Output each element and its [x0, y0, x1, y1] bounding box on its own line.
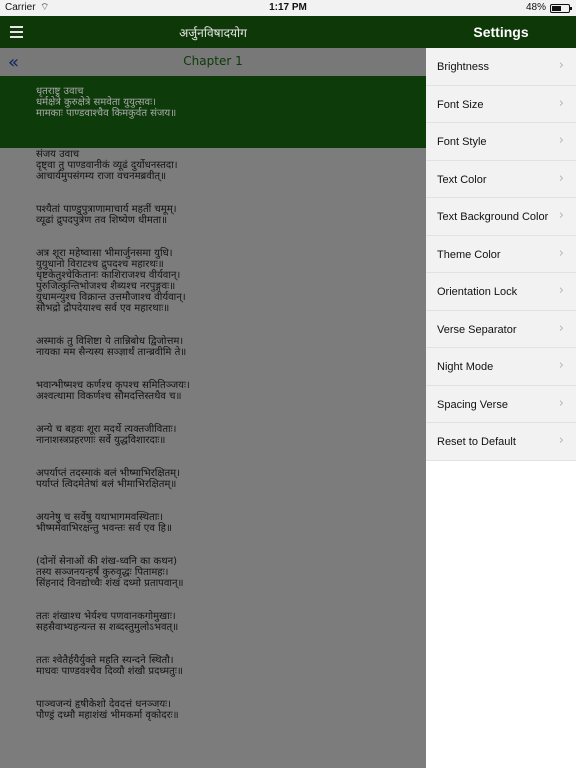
- verse-line: पाञ्चजन्यं हृषीकेशो देवदत्तं धनञ्जयः।: [36, 699, 171, 710]
- verse-block[interactable]: [36, 655, 416, 677]
- settings-item-font-style[interactable]: [426, 123, 576, 161]
- nav-bar: [0, 16, 426, 48]
- verse-block[interactable]: [36, 380, 416, 402]
- verse-line: धृष्टकेतुश्चेकितानः काशिराजश्च वीर्यवान्।: [36, 270, 181, 281]
- verse-block[interactable]: [36, 556, 416, 589]
- verse-block[interactable]: [36, 512, 416, 534]
- chapter-title: अर्जुनविषादयोग: [179, 26, 247, 40]
- settings-item-text-color[interactable]: [426, 161, 576, 199]
- verse-line: सहसैवाभ्यहन्यन्त स शब्दस्तुमुलोऽभवत्॥: [36, 622, 179, 633]
- status-bar: [0, 0, 576, 16]
- settings-item-font-size[interactable]: [426, 86, 576, 124]
- verse-line: भवान्भीष्मश्च कर्णश्च कृपश्च समितिञ्जयः।: [36, 380, 190, 391]
- verse-block[interactable]: [36, 424, 416, 446]
- settings-item-label: Brightness: [437, 61, 489, 73]
- verse-block[interactable]: [36, 468, 416, 490]
- verse-line: तस्य सञ्जनयन्हर्षं कुरुवृद्धः पितामहः।: [36, 567, 169, 578]
- verse-line: संजय उवाच: [36, 149, 80, 160]
- verse-block[interactable]: [36, 248, 416, 314]
- settings-item-label: Reset to Default: [437, 436, 516, 448]
- settings-item-brightness[interactable]: [426, 48, 576, 86]
- verse-line: अश्वत्थामा विकर्णश्च सौमदत्तिस्तथैव च॥: [36, 391, 182, 402]
- chevron-right-icon: ›: [558, 358, 564, 373]
- chapter-bar: [0, 48, 426, 76]
- verse-line: पर्याप्तं त्विदमेतेषां बलं भीमाभिरक्षितम्॥: [36, 479, 177, 490]
- verse-line: पौण्ड्रं दध्मौ महाशंखं भीमकर्मा वृकोदरः॥: [36, 710, 179, 721]
- carrier-label: Carrier: [5, 2, 36, 13]
- settings-item-night-mode[interactable]: [426, 348, 576, 386]
- verse-line: दृष्ट्वा तु पाण्डवानीकं व्यूढं दुर्योधनस्तदा।: [36, 160, 178, 171]
- settings-item-label: Font Size: [437, 98, 484, 111]
- verse-line: भीष्ममेवाभिरक्षन्तु भवन्तः सर्व एव हि॥: [36, 523, 172, 534]
- verse-line: धर्मक्षेत्रे कुरुक्षेत्रे समवेता युयुत्सवः।: [36, 97, 156, 108]
- chevron-right-icon: ›: [558, 58, 564, 73]
- chevron-right-icon: ›: [558, 245, 564, 261]
- chevron-right-icon: ›: [558, 170, 564, 186]
- verse-line: नानाशस्त्रप्रहरणाः सर्वे युद्धविशारदाः॥: [36, 435, 166, 446]
- battery-fill: [552, 6, 561, 11]
- chapter-label: Chapter 1: [183, 54, 243, 68]
- clock: 1:17 PM: [269, 2, 307, 13]
- verse-list: [36, 86, 416, 743]
- verse-line: पुरुजित्कुन्तिभोजश्च शैब्यश्च नरपुङ्गवः॥: [36, 281, 176, 292]
- chevron-right-icon: ›: [558, 208, 564, 223]
- verse-line: पश्यैतां पाण्डुपुत्राणामाचार्य महतीं चमूम्।: [36, 204, 177, 215]
- settings-item-label: Text Color: [437, 173, 487, 186]
- settings-item-label: Orientation Lock: [437, 286, 518, 298]
- settings-list: [426, 48, 576, 461]
- chevron-right-icon: ›: [558, 395, 564, 411]
- verse-line: व्यूढां द्रुपदपुत्रेण तव शिष्येण धीमता॥: [36, 215, 168, 226]
- verse-block[interactable]: [36, 204, 416, 226]
- verse-line: नायका मम सैन्यस्य सञ्ज्ञार्थं तान्ब्रवीमि ते॥: [36, 347, 187, 358]
- double-chevron-left-icon[interactable]: «: [8, 52, 20, 73]
- chevron-right-icon: ›: [558, 320, 564, 336]
- verse-line: मामकाः पाण्डवाश्चैव किमकुर्वत संजय॥: [36, 108, 177, 119]
- verse-line: सौभद्रो द्रौपदेयाश्च सर्व एव महारथाः॥: [36, 303, 170, 314]
- verse-line: ततः शंखाश्च भेर्यश्च पणवानकगोमुखाः।: [36, 611, 176, 622]
- verse-block[interactable]: [36, 86, 416, 119]
- chevron-right-icon: ›: [558, 433, 564, 448]
- chevron-right-icon: ›: [558, 133, 564, 148]
- verse-line: माधवः पाण्डवश्चैव दिव्यौ शंखौ प्रदध्मतुः॥: [36, 666, 183, 677]
- battery-percent: 48%: [525, 2, 546, 13]
- settings-title: Settings: [426, 16, 576, 48]
- verse-line: धृतराष्ट्र उवाच: [36, 86, 84, 97]
- settings-item-label: Verse Separator: [437, 323, 517, 336]
- settings-item-spacing-verse[interactable]: [426, 386, 576, 424]
- chevron-right-icon: ›: [558, 95, 564, 111]
- verse-line: (दोनों सेनाओं की शंख-ध्वनि का कथन): [36, 556, 178, 567]
- settings-item-orientation-lock[interactable]: [426, 273, 576, 311]
- settings-item-label: Night Mode: [437, 361, 494, 373]
- verse-line: ततः श्वेतैर्हयैर्युक्ते महति स्यन्दने स्थितौ।: [36, 655, 174, 666]
- settings-item-theme-color[interactable]: [426, 236, 576, 274]
- settings-item-label: Text Background Color: [437, 211, 549, 223]
- settings-item-label: Theme Color: [437, 248, 501, 261]
- verse-block[interactable]: [36, 336, 416, 358]
- battery-icon: [550, 4, 570, 13]
- verse-line: अत्र शूरा महेष्वासा भीमार्जुनसमा युधि।: [36, 248, 173, 259]
- chevron-right-icon: ›: [558, 283, 564, 298]
- verse-block[interactable]: [36, 699, 416, 721]
- verse-line: युधामन्युश्च विक्रान्त उत्तमौजाश्च वीर्यवान्।: [36, 292, 186, 303]
- verse-line: अन्ये च बहवः शूरा मदर्थे त्यक्तजीविताः।: [36, 424, 177, 435]
- verse-block[interactable]: [36, 149, 416, 182]
- settings-item-reset-to-default[interactable]: [426, 423, 576, 461]
- settings-item-verse-separator[interactable]: [426, 311, 576, 349]
- verse-line: अस्माकं तु विशिष्टा ये तान्निबोध द्विजोत्तम।: [36, 336, 184, 347]
- verse-line: युयुधानो विराटश्च द्रुपदश्च महारथः॥: [36, 259, 164, 270]
- verse-block[interactable]: [36, 611, 416, 633]
- settings-item-label: Font Style: [437, 136, 487, 148]
- settings-item-label: Spacing Verse: [437, 398, 508, 411]
- settings-item-text-background-color[interactable]: [426, 198, 576, 236]
- verse-line: अपर्याप्तं तदस्माकं बलं भीष्माभिरक्षितम्।: [36, 468, 180, 479]
- reader-view[interactable]: [0, 16, 426, 768]
- verse-line: आचार्यमुपसंगम्य राजा वचनमब्रवीत्॥: [36, 171, 167, 182]
- verse-line: सिंहनादं विनद्योच्चैः शंखं दध्मो प्रतापवान्॥: [36, 578, 184, 589]
- settings-panel: [426, 16, 576, 768]
- wifi-icon: ⌔: [40, 2, 50, 13]
- verse-line: अयनेषु च सर्वेषु यथाभागमवस्थिताः।: [36, 512, 164, 523]
